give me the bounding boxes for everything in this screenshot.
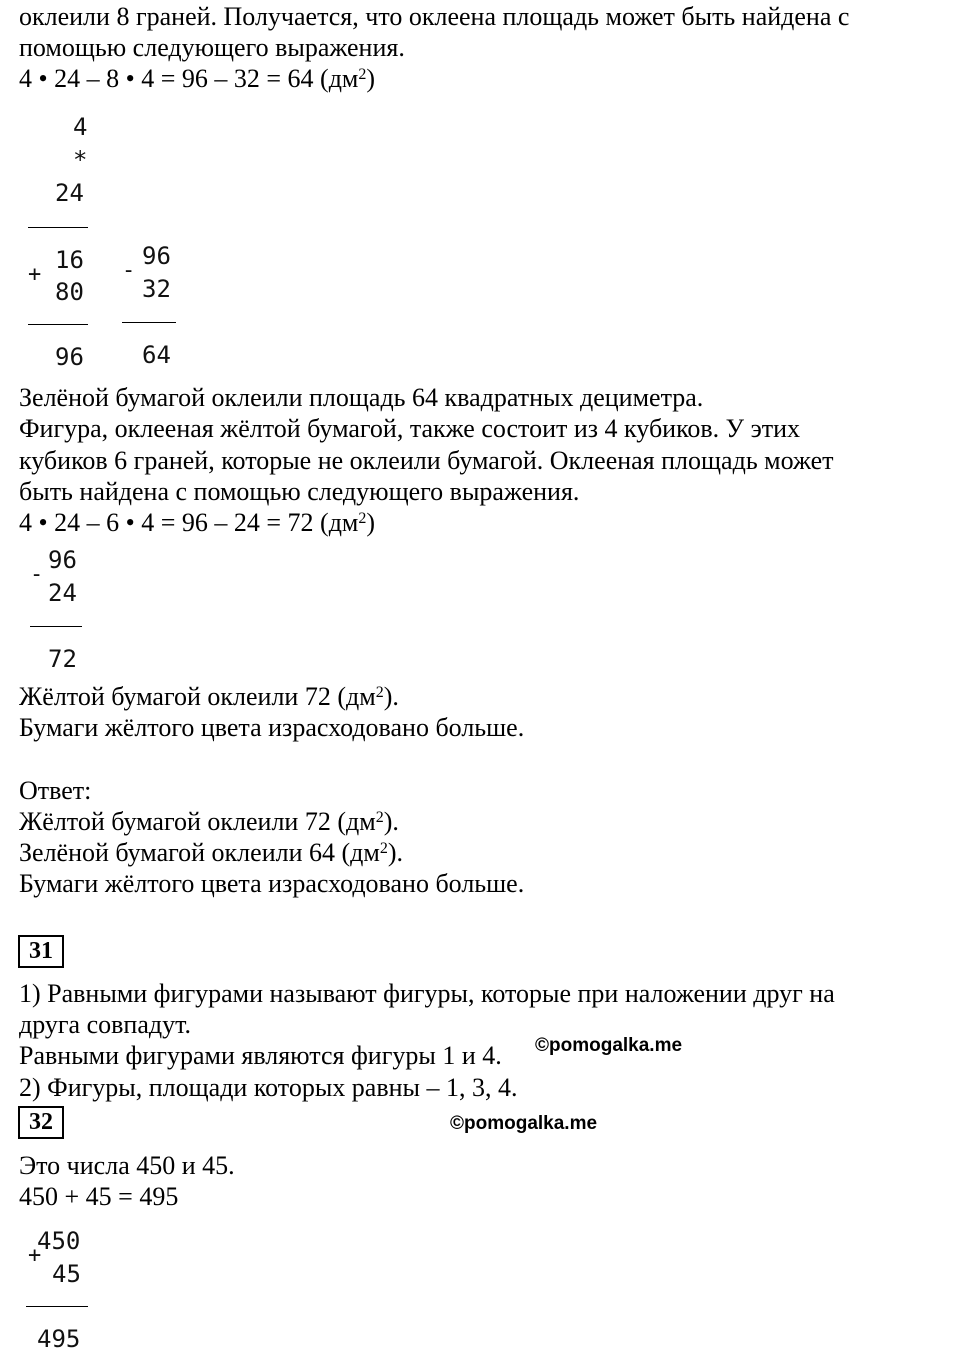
text-line: 2) Фигуры, площади которых равны – 1, 3, 4.: [19, 1073, 518, 1102]
calc-plus: +: [28, 262, 42, 287]
text-part: Зелёной бумагой оклеили 64 (дм: [19, 838, 380, 867]
expression-text: 4 • 24 – 6 • 4 = 96 – 24 = 72 (дм: [19, 508, 359, 537]
calc-rule: [122, 322, 176, 323]
watermark: ©pomogalka.me: [450, 1113, 598, 1134]
calc-operator: *: [73, 146, 88, 174]
text-line: Равными фигурами являются фигуры 1 и 4.: [19, 1041, 502, 1070]
calc-minus: -: [30, 562, 44, 587]
calc-result: 72: [48, 645, 77, 673]
calc-operand: 96: [142, 242, 171, 270]
text-line: 450 + 45 = 495: [19, 1182, 179, 1211]
calc-result: 96: [55, 343, 84, 371]
answer-line: Бумаги жёлтого цвета израсходовано больше.: [19, 869, 525, 898]
superscript: 2: [375, 684, 384, 701]
calc-factor: 4: [73, 113, 88, 141]
expression-text: 4 • 24 – 8 • 4 = 96 – 32 = 64 (дм: [19, 64, 359, 93]
task-number-badge: 32: [18, 1106, 64, 1139]
paren: ).: [383, 682, 399, 711]
calc-minus: -: [122, 258, 136, 283]
calc-operand: 24: [48, 579, 77, 607]
superscript: 2: [358, 66, 367, 83]
calc-operand: 450: [37, 1227, 81, 1255]
calc-partial: 80: [55, 278, 84, 306]
answer-line: [19, 838, 403, 868]
task-number-badge: 31: [18, 935, 64, 968]
watermark: ©pomogalka.me: [535, 1035, 683, 1056]
text-line: Зелёной бумагой оклеили площадь 64 квадратных дециметра.: [19, 383, 704, 412]
calc-result: 495: [37, 1325, 81, 1353]
text-line: [19, 682, 399, 712]
calc-partial: 16: [55, 246, 84, 274]
calc-rule: [30, 626, 82, 627]
text-line: помощью следующего выражения.: [19, 33, 405, 62]
paren: ).: [387, 838, 404, 867]
superscript: 2: [358, 510, 367, 527]
text-line: Это числа 450 и 45.: [19, 1151, 235, 1180]
expression: [19, 64, 375, 94]
superscript: 2: [379, 840, 388, 857]
superscript: 2: [375, 809, 384, 826]
calc-result: 64: [142, 341, 171, 369]
text-part: Жёлтой бумагой оклеили 72 (дм: [19, 807, 376, 836]
text-line: кубиков 6 граней, которые не оклеили бумагой. Оклееная площадь может: [19, 446, 834, 475]
text-line: Бумаги жёлтого цвета израсходовано больше.: [19, 713, 525, 742]
calc-plus: +: [28, 1243, 42, 1268]
answer-label: Ответ:: [19, 776, 92, 805]
expression: [19, 508, 375, 538]
calc-operand: 96: [48, 546, 77, 574]
paren: ): [366, 508, 376, 537]
calc-rule: [28, 324, 88, 325]
text-line: быть найдена с помощью следующего выражения.: [19, 477, 580, 506]
calc-rule: [28, 227, 88, 228]
text-part: Жёлтой бумагой оклеили 72 (дм: [19, 682, 376, 711]
paren: ): [366, 64, 376, 93]
text-line: Фигура, оклееная жёлтой бумагой, также состоит из 4 кубиков. У этих: [19, 414, 801, 443]
calc-factor: 24: [55, 179, 84, 207]
paren: ).: [383, 807, 399, 836]
answer-line: [19, 807, 399, 837]
text-line: друга совпадут.: [19, 1010, 191, 1039]
text-line: 1) Равными фигурами называют фигуры, которые при наложении друг на: [19, 979, 835, 1008]
text-line: оклеили 8 граней. Получается, что оклеена площадь может быть найдена с: [19, 2, 850, 31]
calc-operand: 32: [142, 275, 171, 303]
calc-operand: 45: [52, 1260, 81, 1288]
calc-rule: [26, 1306, 88, 1307]
